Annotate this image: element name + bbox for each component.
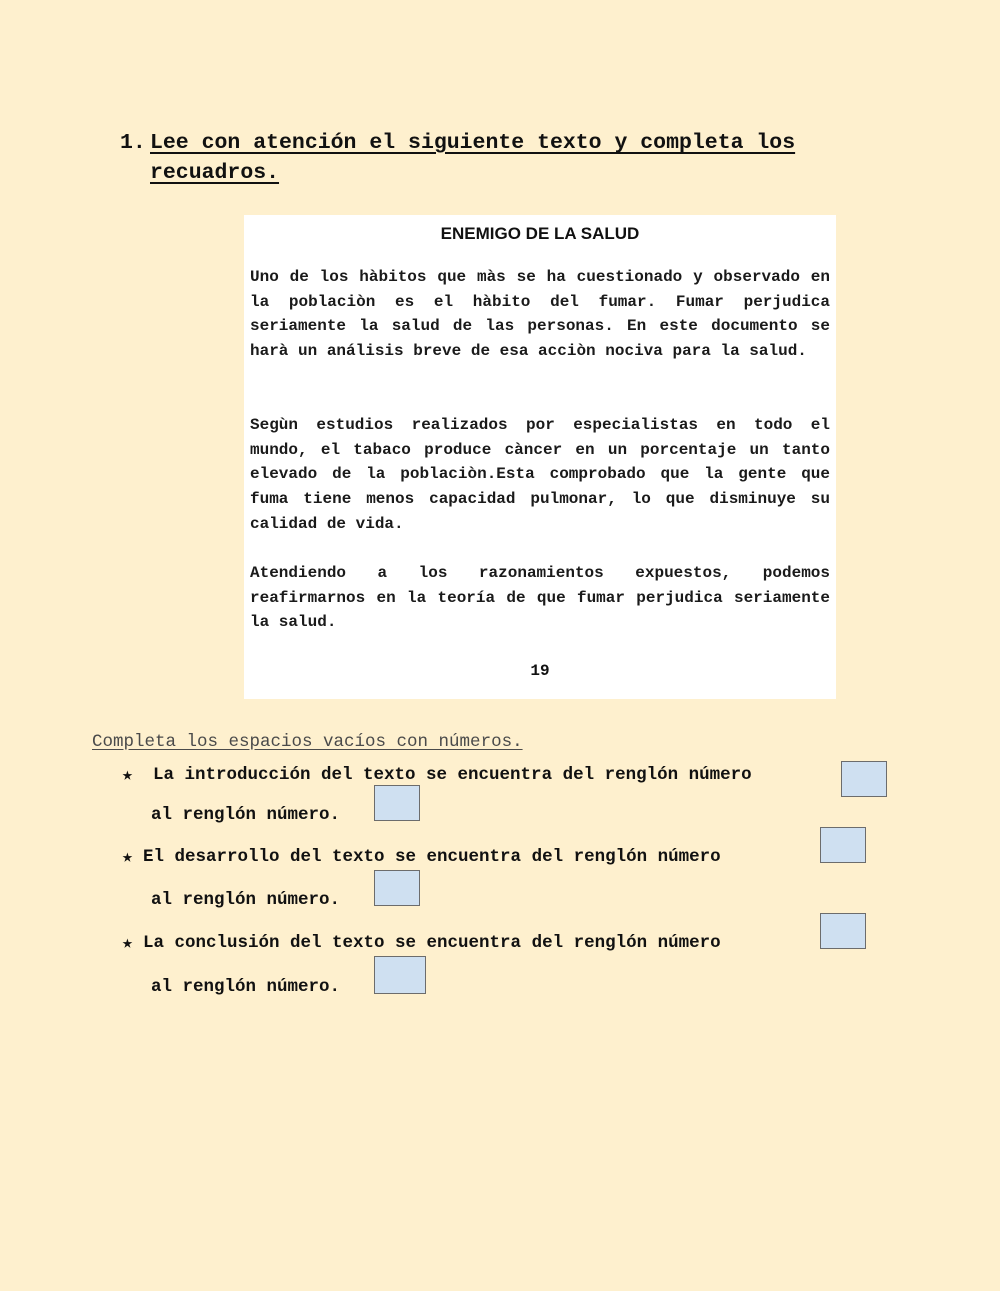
item-conclusion-line2: al renglón número. bbox=[151, 977, 341, 997]
conclusion-end-answer-box[interactable] bbox=[374, 956, 426, 994]
item-introduction-line2: al renglón número. bbox=[151, 805, 341, 825]
article-title: ENEMIGO DE LA SALUD bbox=[440, 224, 640, 243]
article-page-number: 19 bbox=[530, 662, 550, 680]
star-icon: ★ bbox=[122, 934, 133, 954]
exercise-number: 1. bbox=[120, 131, 146, 155]
development-end-answer-box[interactable] bbox=[374, 870, 420, 906]
development-start-answer-box[interactable] bbox=[820, 827, 866, 863]
article-paragraph-development: Segùn estudios realizados por especialistas en todo el mundo, el tabaco produce càncer en un porcentaje un tanto elevado de la poblaciòn.Esta comprobado que la gente que fuma tiene menos capacidad pulmonar, lo que disminuye su calidad de vida. bbox=[250, 416, 830, 533]
introduction-end-answer-box[interactable] bbox=[374, 785, 420, 821]
article-paragraph-introduction: Uno de los hàbitos que màs se ha cuestionado y observado en la poblaciòn es el hàbito del fumar. Fumar perjudica seriamente la salud de las personas. En este documento se harà un análisis breve de esa acciòn nociva para la salud. bbox=[250, 268, 830, 361]
conclusion-start-answer-box[interactable] bbox=[820, 913, 866, 949]
article-paragraph-conclusion: Atendiendo a los razonamientos expuestos, podemos reafirmarnos en la teoría de que fumar perjudica seriamente la salud. bbox=[250, 564, 830, 632]
item-introduction-line1: La introducción del texto se encuentra del renglón número bbox=[153, 765, 752, 785]
article-card bbox=[244, 215, 836, 699]
item-conclusion-line1: La conclusión del texto se encuentra del renglón número bbox=[143, 933, 721, 953]
exercise-heading bbox=[120, 128, 860, 188]
exercise-title: Lee con atención el siguiente texto y completa los recuadros. bbox=[150, 131, 796, 185]
star-icon: ★ bbox=[122, 766, 133, 786]
star-icon: ★ bbox=[122, 848, 133, 868]
introduction-start-answer-box[interactable] bbox=[841, 761, 887, 797]
instruction-text: Completa los espacios vacíos con números. bbox=[92, 732, 523, 752]
item-development-line1: El desarrollo del texto se encuentra del renglón número bbox=[143, 847, 721, 867]
item-development-line2: al renglón número. bbox=[151, 890, 341, 910]
